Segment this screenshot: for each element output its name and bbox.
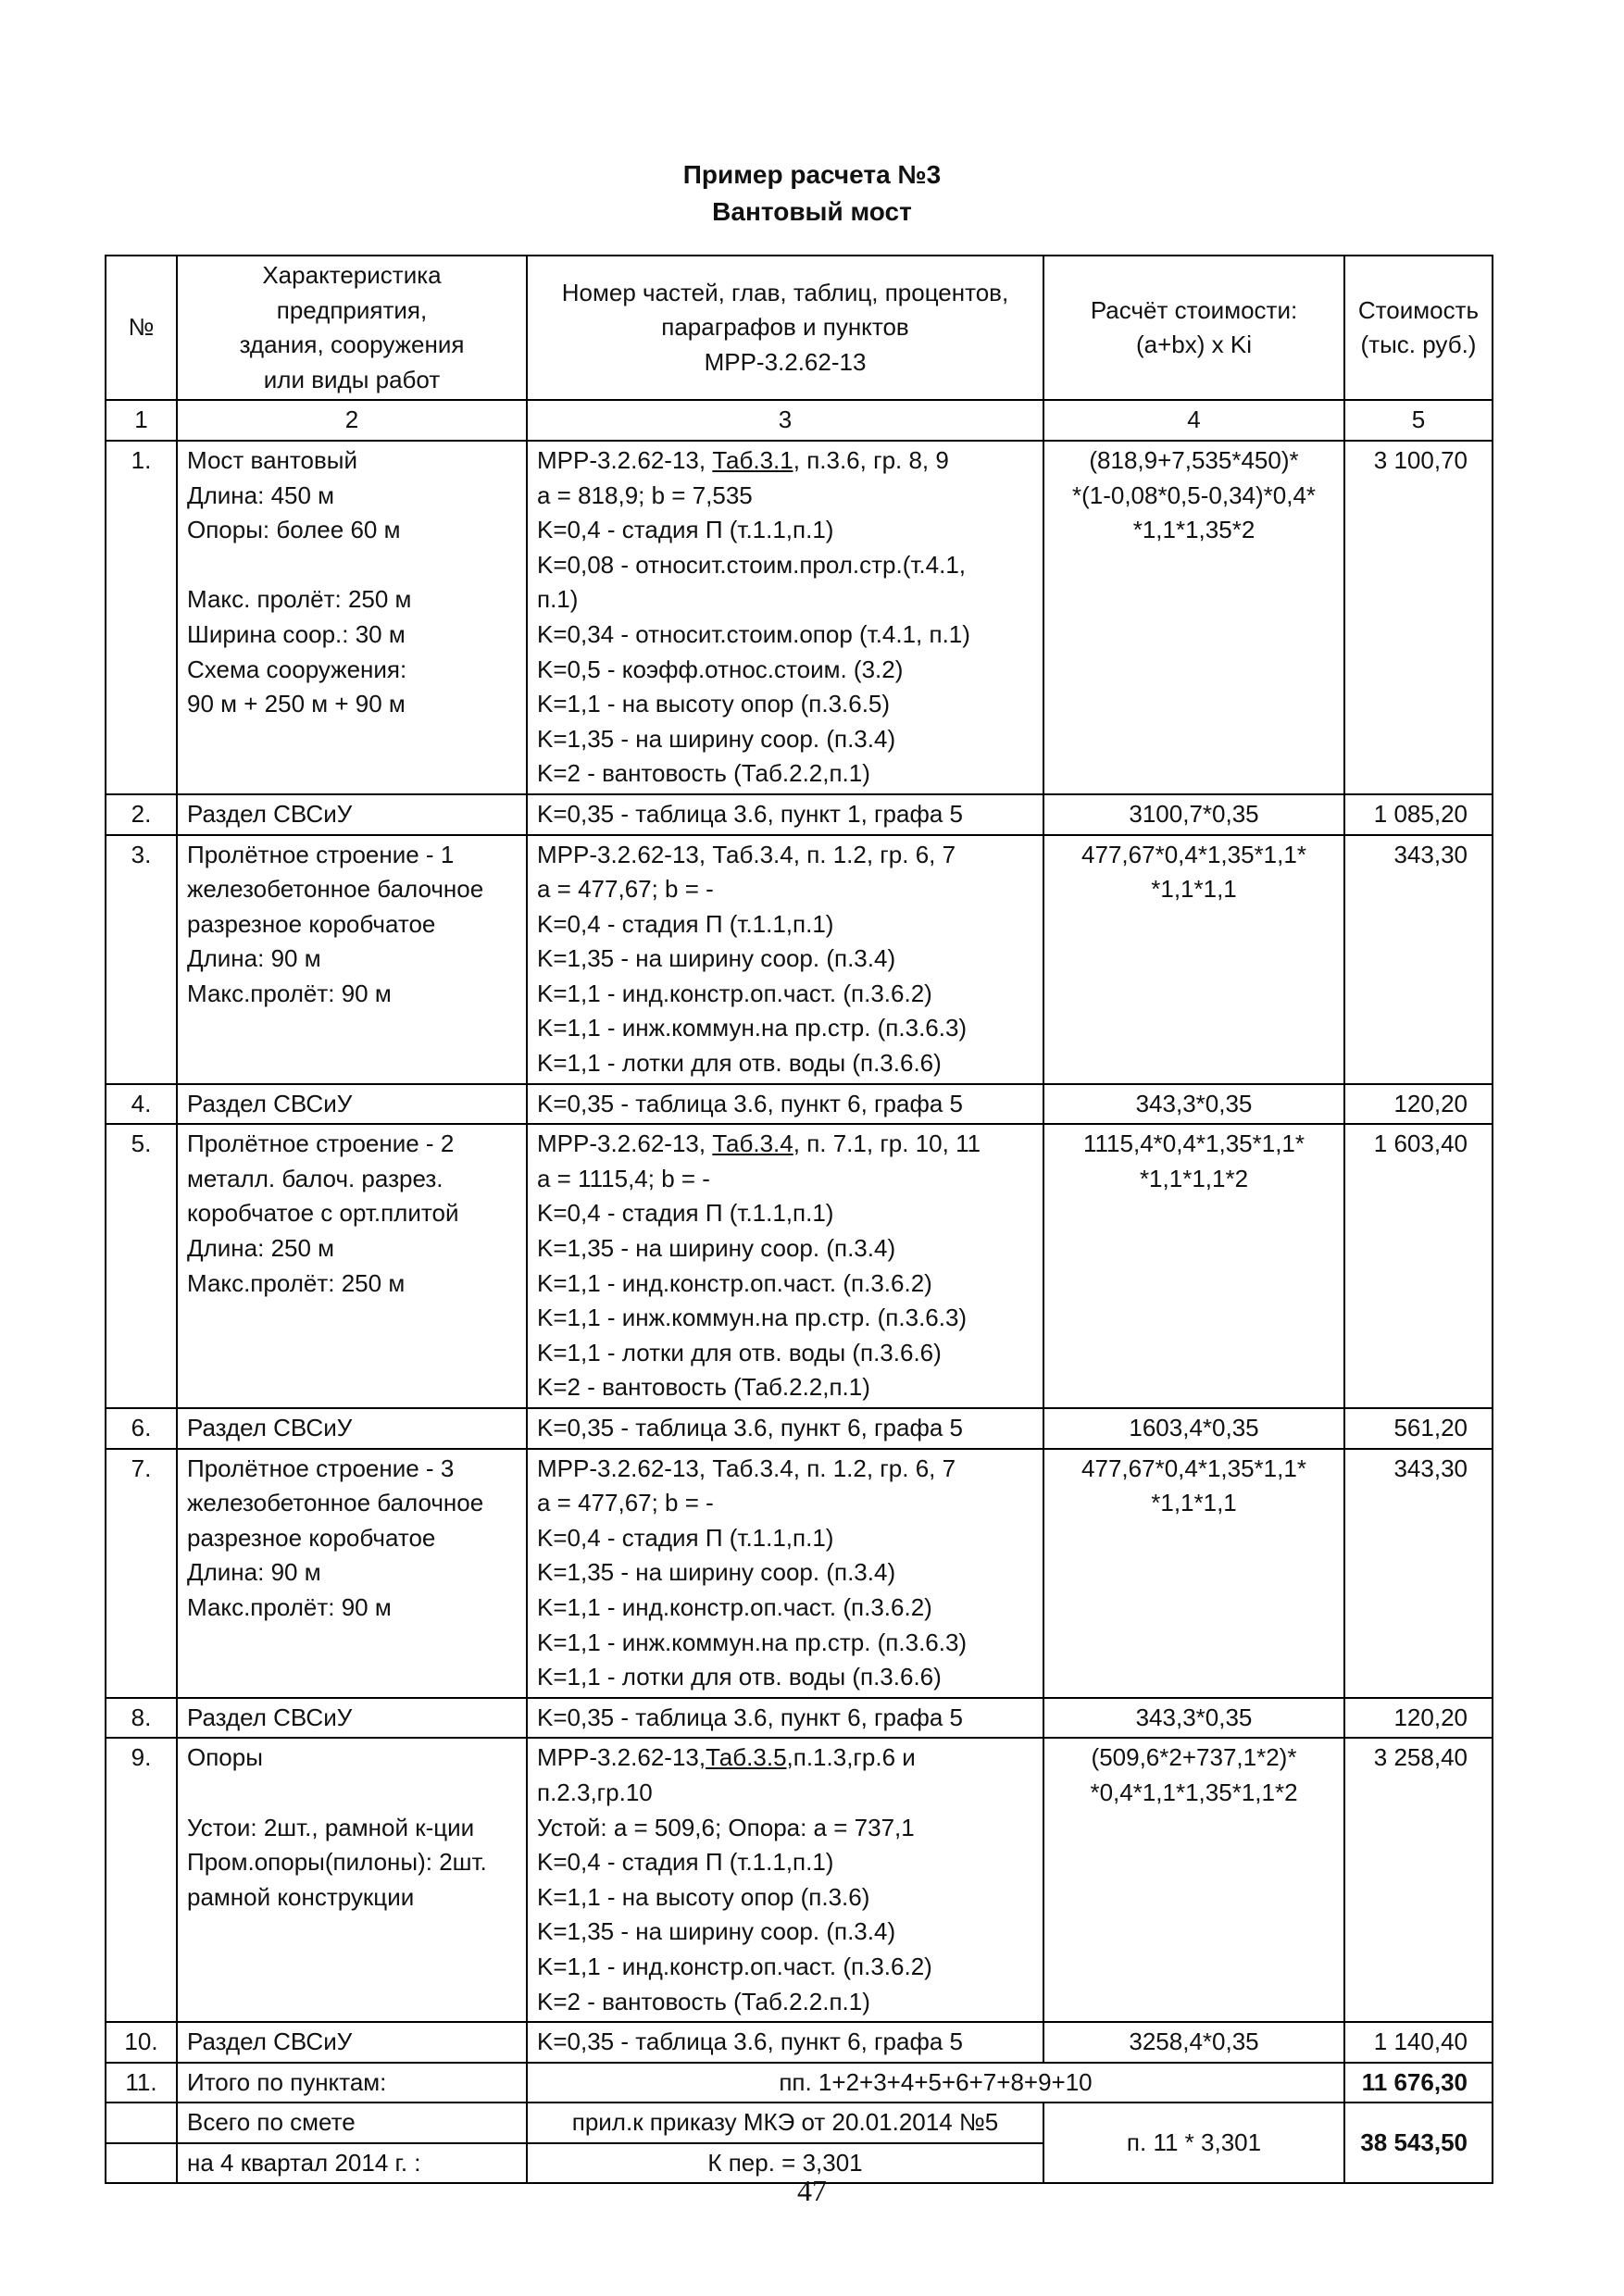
total-row (106, 2063, 1493, 2103)
header-calculation: Расчёт стоимости: (a+bx) x Ki (1043, 256, 1344, 400)
column-number-row (106, 400, 1493, 441)
reference-text: K=0,35 - таблица 3.6, пункт 1, графа 5 (537, 799, 963, 828)
row-number: 10. (106, 2022, 177, 2063)
reference-text: МРР-3.2.62-13, (537, 1743, 706, 1772)
row-reference (527, 1408, 1043, 1449)
row-characteristic: Мост вантовый Длина: 450 м Опоры: более 60 м Макс. пролёт: 250 м Ширина соор.: 30 м Схема сооружения: 90 м + 250 м + 90 м (177, 441, 527, 794)
row-calculation: 477,67*0,4*1,35*1,1* *1,1*1,1 (1043, 835, 1344, 1084)
row-number: 7. (106, 1449, 177, 1698)
header-num: № (106, 256, 177, 400)
grand-total-row (106, 2103, 1493, 2143)
row-cost: 3 100,70 (1344, 441, 1493, 794)
row-reference (527, 1124, 1043, 1408)
row-calculation: 343,3*0,35 (1043, 1698, 1344, 1739)
row-cost: 1 140,40 (1344, 2022, 1493, 2063)
reference-text: ,п.1.3,гр.6 и п.2.3,гр.10 Устой: a = 509,6; Опора: a = 737,1 K=0,4 - стадия П (т.1.1,п.1) K=1,1 - на высоту опор (п.3.6) K=1,35 - на ширину соор. (п.3.4) K=1,1 - инд.констр.оп.част. (п.3.6.2) K=2 - вантовость (Таб.2.2.п.1) (537, 1743, 932, 2015)
table-row (106, 1738, 1493, 2022)
reference-text: K=0,35 - таблица 3.6, пункт 6, графа 5 (537, 1414, 963, 1441)
row-number: 9. (106, 1738, 177, 2022)
row-cost: 120,20 (1344, 1698, 1493, 1739)
table-row (106, 835, 1493, 1084)
row-characteristic: Опоры Устои: 2шт., рамной к-ции Пром.опоры(пилоны): 2шт. рамной конструкции (177, 1738, 527, 2022)
row-characteristic: Раздел СВСиУ (177, 2022, 527, 2063)
header-characteristic: Характеристика предприятия, здания, сооружения или виды работ (177, 256, 527, 400)
row-reference (527, 1738, 1043, 2022)
reference-text: K=0,35 - таблица 3.6, пункт 6, графа 5 (537, 2028, 963, 2056)
row-calculation: 1115,4*0,4*1,35*1,1* *1,1*1,1*2 (1043, 1124, 1344, 1408)
grand-total-reference: прил.к приказу МКЭ от 20.01.2014 №5 (527, 2103, 1043, 2143)
total-label: Итого по пунктам: (177, 2063, 527, 2103)
row-number: 8. (106, 1698, 177, 1739)
row-characteristic: Раздел СВСиУ (177, 1408, 527, 1449)
reference-text: п.3.6, гр. 8, 9 a = 818,9; b = 7,535 K=0,4 - стадия П (т.1.1,п.1) K=0,08 - относит.стоим.прол.стр.(т.4.1, п.1) K=0,34 - относит.стоим.опор (т.4.1, п.1) K=0,5 - коэфф.относ.стоим. (3.2) K=1,1 - на высоту опор (п.3.6.5) K=1,35 - на ширину соор. (п.3.4) K=2 - вантовость (Таб.2.2,п.1) (537, 445, 970, 788)
reference-text: МРР-3.2.62-13, (537, 1129, 713, 1158)
row-cost: 343,30 (1344, 835, 1493, 1084)
column-number: 1 (106, 400, 177, 441)
table-row (106, 1449, 1493, 1698)
page-number: 47 (797, 2174, 827, 2207)
reference-table-link: Таб.3.1, (712, 445, 800, 474)
table-row (106, 1408, 1493, 1449)
header-reference: Номер частей, глав, таблиц, процентов, параграфов и пунктов МРР-3.2.62-13 (527, 256, 1043, 400)
table-row (106, 1698, 1493, 1739)
table-row (106, 794, 1493, 835)
row-calculation: 3258,4*0,35 (1043, 2022, 1344, 2063)
reference-text: МРР-3.2.62-13, Таб.3.4, п. 1.2, гр. 6, 7 a = 477,67; b = - K=0,4 - стадия П (т.1.1,п.1) K=1,35 - на ширину соор. (п.3.4) K=1,1 - инд.констр.оп.част. (п.3.6.2) K=1,1 - инж.коммун.на пр.стр. (п.3.6.3) K=1,1 - лотки для отв. воды (п.3.6.6) (537, 840, 968, 1078)
row-number: 1. (106, 441, 177, 794)
total-reference: пп. 1+2+3+4+5+6+7+8+9+10 (527, 2063, 1344, 2103)
row-characteristic: Раздел СВСиУ (177, 1698, 527, 1739)
grand-total-calculation: п. 11 * 3,301 (1043, 2103, 1344, 2183)
row-calculation: 477,67*0,4*1,35*1,1* *1,1*1,1 (1043, 1449, 1344, 1698)
column-number: 2 (177, 400, 527, 441)
row-number: 2. (106, 794, 177, 835)
estimate-table (105, 255, 1493, 2184)
row-reference (527, 1084, 1043, 1125)
reference-table-link: Таб.3.4 (712, 1129, 793, 1158)
reference-text: K=0,35 - таблица 3.6, пункт 6, графа 5 (537, 1703, 963, 1731)
column-number: 4 (1043, 400, 1344, 441)
row-characteristic: Раздел СВСиУ (177, 794, 527, 835)
reference-text: МРР-3.2.62-13, (537, 445, 713, 474)
row-reference (527, 835, 1043, 1084)
row-calculation: 3100,7*0,35 (1043, 794, 1344, 835)
row-characteristic: Пролётное строение - 1 железобетонное балочное разрезное коробчатое Длина: 90 м Макс.пролёт: 90 м (177, 835, 527, 1084)
reference-text: K=0,35 - таблица 3.6, пункт 6, графа 5 (537, 1089, 963, 1117)
table-row (106, 1124, 1493, 1408)
row-calculation: (818,9+7,535*450)* *(1-0,08*0,5-0,34)*0,4* *1,1*1,35*2 (1043, 441, 1344, 794)
header-cost: Стоимость (тыс. руб.) (1344, 256, 1493, 400)
row-number: 3. (106, 835, 177, 1084)
table-row (106, 2022, 1493, 2063)
grand-total-label: на 4 квартал 2014 г. : (177, 2143, 527, 2184)
row-number: 11. (106, 2063, 177, 2103)
row-cost: 1 085,20 (1344, 794, 1493, 835)
page-title: Пример расчета №3 (682, 160, 942, 189)
column-number: 3 (527, 400, 1043, 441)
column-number: 5 (1344, 400, 1493, 441)
empty-cell (106, 2103, 177, 2143)
row-reference (527, 2022, 1043, 2063)
row-characteristic: Пролётное строение - 2 металл. балоч. разрез. коробчатое с орт.плитой Длина: 250 м Макс.пролёт: 250 м (177, 1124, 527, 1408)
row-reference (527, 441, 1043, 794)
row-cost: 343,30 (1344, 1449, 1493, 1698)
row-number: 5. (106, 1124, 177, 1408)
row-cost: 1 603,40 (1344, 1124, 1493, 1408)
total-cost: 11 676,30 (1344, 2063, 1493, 2103)
row-number: 6. (106, 1408, 177, 1449)
row-cost: 561,20 (1344, 1408, 1493, 1449)
table-row (106, 1084, 1493, 1125)
row-cost: 120,20 (1344, 1084, 1493, 1125)
table-row (106, 441, 1493, 794)
grand-total-cost: 38 543,50 (1344, 2103, 1493, 2183)
row-reference (527, 1449, 1043, 1698)
row-cost: 3 258,40 (1344, 1738, 1493, 2022)
row-characteristic: Раздел СВСиУ (177, 1084, 527, 1125)
row-calculation: 1603,4*0,35 (1043, 1408, 1344, 1449)
grand-total-label: Всего по смете (177, 2103, 527, 2143)
row-characteristic: Пролётное строение - 3 железобетонное балочное разрезное коробчатое Длина: 90 м Макс.пролёт: 90 м (177, 1449, 527, 1698)
row-calculation: 343,3*0,35 (1043, 1084, 1344, 1125)
reference-table-link: Таб.3.5 (706, 1743, 787, 1772)
header-row (106, 256, 1493, 400)
conversion-coefficient: К пер. = 3,301 (527, 2143, 1043, 2184)
row-calculation: (509,6*2+737,1*2)* *0,4*1,1*1,35*1,1*2 (1043, 1738, 1344, 2022)
reference-text: МРР-3.2.62-13, Таб.3.4, п. 1.2, гр. 6, 7 a = 477,67; b = - K=0,4 - стадия П (т.1.1,п.1) K=1,35 - на ширину соор. (п.3.4) K=1,1 - инд.констр.оп.част. (п.3.6.2) K=1,1 - инж.коммун.на пр.стр. (п.3.6.3) K=1,1 - лотки для отв. воды (п.3.6.6) (537, 1454, 968, 1691)
reference-text: , п. 7.1, гр. 10, 11 a = 1115,4; b = - K=0,4 - стадия П (т.1.1,п.1) K=1,35 - на ширину соор. (п.3.4) K=1,1 - инд.констр.оп.част. (п.3.6.2) K=1,1 - инж.коммун.на пр.стр. (п.3.6.3) K=1,1 - лотки для отв. воды (п.3.6.6) K=2 - вантовость (Таб.2.2,п.1) (537, 1129, 981, 1402)
page-subtitle: Вантовый мост (712, 197, 912, 226)
row-number: 4. (106, 1084, 177, 1125)
row-reference (527, 794, 1043, 835)
row-reference (527, 1698, 1043, 1739)
